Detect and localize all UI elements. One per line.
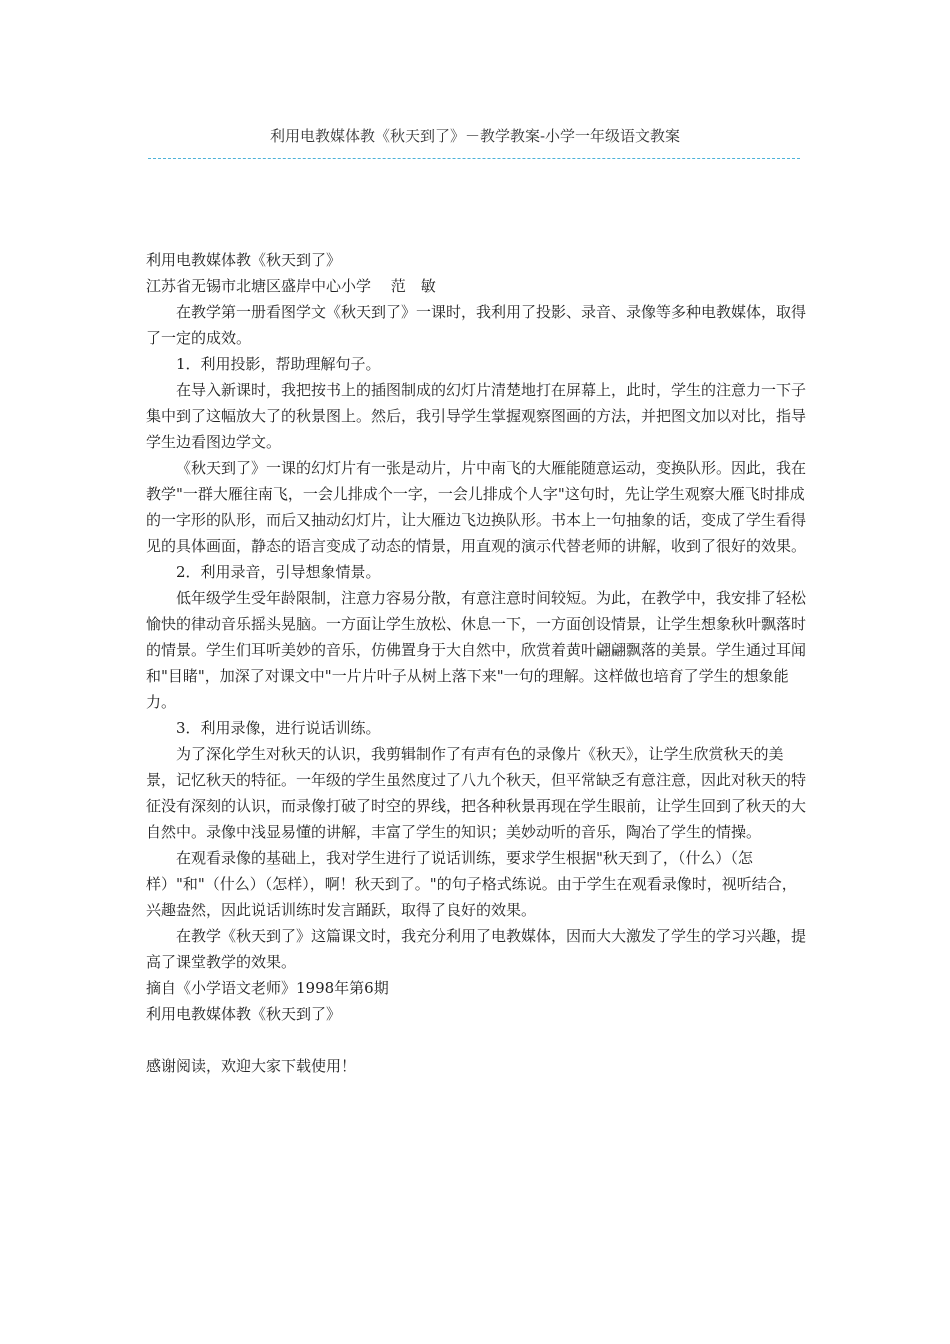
article-repeat-title: 利用电教媒体教《秋天到了》 xyxy=(146,1005,342,1023)
section-heading-projection: 1．利用投影，帮助理解句子。 xyxy=(176,355,381,373)
paragraph: 在导入新课时，我把按书上的插图制成的幻灯片清楚地打在屏幕上，此时，学生的注意力一下子集中到了这幅放大了的秋景图上。然后，我引导学生掌握观察图画的方法，并把图文加以对比，指导学生边看图边学文。 xyxy=(146,381,807,451)
article-author: 江苏省无锡市北塘区盛岸中心小学 范 敏 xyxy=(146,277,436,295)
blank-line xyxy=(146,1027,808,1053)
article-title: 利用电教媒体教《秋天到了》 xyxy=(146,251,342,269)
paragraph: 为了深化学生对秋天的认识，我剪辑制作了有声有色的录像片《秋天》，让学生欣赏秋天的美景，记忆秋天的特征。一年级的学生虽然度过了八九个秋天，但平常缺乏有意注意，因此对秋天的特征没有深刻的认识，而录像打破了时空的界线，把各种秋景再现在学生眼前，让学生回到了秋天的大自然中。录像中浅显易懂的讲解，丰富了学生的知识；美妙动听的音乐，陶冶了学生的情操。 xyxy=(146,745,807,841)
document-header-title: 利用电教媒体教《秋天到了》－教学教案-小学一年级语文教案 xyxy=(269,127,681,145)
paragraph: 在观看录像的基础上，我对学生进行了说话训练，要求学生根据"秋天到了，（什么）（怎样）"和"（什么）（怎样），啊！秋天到了。"的句子格式练说。由于学生在观看录像时，视听结合，兴趣盎然，因此说话训练时发言踊跃，取得了良好的效果。 xyxy=(146,849,797,919)
paragraph: 低年级学生受年龄限制，注意力容易分散，有意注意时间较短。为此，在教学中，我安排了轻松愉快的律动音乐摇头晃脑。一方面让学生放松、休息一下，一方面创设情景，让学生想象秋叶飘落时的情景。学生们耳听美妙的音乐，仿佛置身于大自然中，欣赏着黄叶翩翩飘落的美景。学生通过耳闻和"目睹"，加深了对课文中"一片片叶子从树上落下来"一句的理解。这样做也培育了学生的想象能力。 xyxy=(146,589,807,711)
paragraph-intro: 在教学第一册看图学文《秋天到了》一课时，我利用了投影、录音、录像等多种电教媒体，取得了一定的成效。 xyxy=(146,303,807,347)
header-divider xyxy=(148,158,800,159)
paragraph: 《秋天到了》一课的幻灯片有一张是动片，片中南飞的大雁能随意运动，变换队形。因此，我在教学"一群大雁往南飞，一会儿排成个一字，一会儿排成个人字"这句时，先让学生观察大雁飞时排成的一字形的队形，而后又抽动幻灯片，让大雁边飞边换队形。书本上一句抽象的话，变成了学生看得见的具体画面，静态的语言变成了动态的情景，用直观的演示代替老师的讲解，收到了很好的效果。 xyxy=(146,459,807,555)
document-body xyxy=(146,247,808,1079)
paragraph-conclusion: 在教学《秋天到了》这篇课文时，我充分利用了电教媒体，因而大大激发了学生的学习兴趣，提高了课堂教学的效果。 xyxy=(146,927,807,971)
article-source: 摘自《小学语文老师》1998年第6期 xyxy=(146,979,389,997)
closing-message: 感谢阅读，欢迎大家下载使用！ xyxy=(146,1057,357,1075)
section-heading-video: 3．利用录像，进行说话训练。 xyxy=(176,719,381,737)
section-heading-recording: 2．利用录音，引导想象情景。 xyxy=(176,563,381,581)
